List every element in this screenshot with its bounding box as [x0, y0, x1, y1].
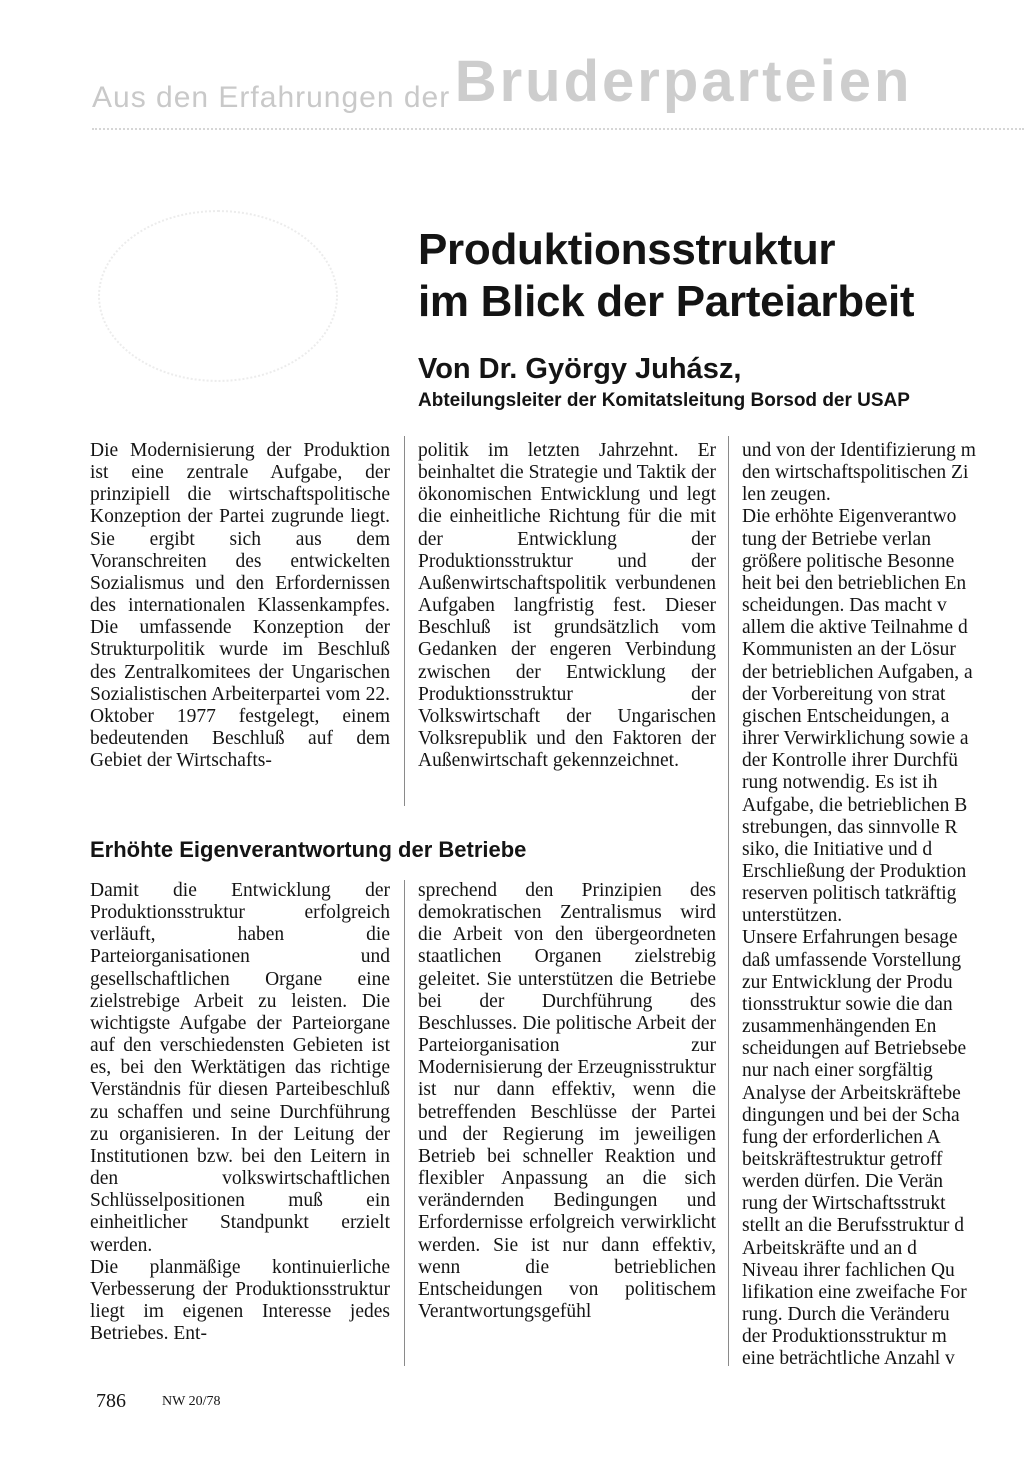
right-column-line: unterstützen.: [742, 905, 843, 927]
page-number: 786: [96, 1390, 126, 1412]
right-column-line: heit bei den betrieblichen En: [742, 572, 967, 594]
right-column-line: zur Entwicklung der Produ: [742, 971, 953, 993]
section2-col1-paragraph-2: Die planmäßige kontinuierliche Verbesserung der Produktionsstruktur liegt im eigenen Interesse jedes Betriebes. Ent-: [90, 1256, 390, 1345]
right-column-line: scheidungen auf Betriebsebe: [742, 1038, 967, 1060]
title-line-2: im Blick der Parteiarbeit: [418, 277, 915, 326]
right-column-line: ihrer Verwirklichung sowie a: [742, 728, 969, 750]
section1-col1-text: Die Modernisierung der Produktion ist eine zentrale Aufgabe, der prinzipiell die wirtschaftspolitische Konzeption der Partei zugrunde liegt. Sie ergibt sich aus dem Voranschreiten des entwickelten Sozialismus und den Erfordernissen des internationalen Klassenkampfes. Die umfassende Konzeption der Strukturpolitik wurde im Beschluß des Zentralkomitees der Ungarischen Sozialistischen Arbeiterpartei vom 22. Oktober 1977 festgelegt, einem bedeutenden Beschluß auf dem Gebiet der Wirtschafts-: [90, 440, 390, 772]
right-column-line: fung der erforderlichen A: [742, 1126, 941, 1148]
right-column-line: daß umfassende Vorstellung: [742, 949, 962, 971]
right-column-line: und von der Identifizierung m: [742, 440, 976, 461]
right-column-line: eine beträchtliche Anzahl v: [742, 1348, 955, 1370]
column-rule-lower-left: [404, 880, 405, 1366]
right-column-line: werden dürfen. Die Verän: [742, 1171, 944, 1193]
right-column-line: stellt an die Berufsstruktur d: [742, 1215, 965, 1237]
column-rule-upper-left: [404, 436, 405, 806]
section1-col2-text: politik im letzten Jahrzehnt. Er beinhaltet die Strategie und Taktik der ökonomischen Entwicklung und legt die einheitliche Richtung für die mit der Entwicklung der Produktionsstruktur und der Außenwirtschaftspolitik verbundenen Aufgaben langfristig fest. Dieser Beschluß ist grundsätzlich vom Gedanken der engeren Verbindung zwischen der Entwicklung der Produktionsstruktur der Volkswirtschaft der Ungarischen Volksrepublik und den Faktoren der Außenwirtschaft gekennzeichnet.: [418, 440, 716, 772]
right-column-line: der Vorbereitung von strat: [742, 683, 946, 705]
running-head-big: Bruderparteien: [454, 49, 913, 114]
right-column-line: scheidungen. Das macht v: [742, 595, 947, 617]
right-column-line: siko, die Initiative und d: [742, 838, 933, 860]
right-column-line: Kommunisten an der Lösur: [742, 639, 956, 661]
right-column-line: tionsstruktur sowie die dan: [742, 993, 953, 1015]
section-subheading: Erhöhte Eigenverantwortung der Betriebe: [90, 837, 527, 862]
right-column-line: tung der Betriebe verlan: [742, 528, 931, 550]
right-column-line: der Produktionsstruktur m: [742, 1326, 947, 1348]
right-column-truncated: [742, 440, 1024, 1371]
right-column-line: Niveau ihrer fachlichen Qu: [742, 1259, 955, 1281]
section2-column-1: [90, 880, 390, 1345]
right-column-line: len zeugen.: [742, 484, 831, 506]
right-column-line: der Kontrolle ihrer Durchfü: [742, 750, 959, 772]
section2-col2-text: sprechend den Prinzipien des demokratischen Zentralismus wird die Arbeit von den übergeordneten staatlichen Organen zielstrebig geleitet. Sie unterstützen die Betriebe bei der Durchführung des Beschlusses. Die politische Arbeit der Parteiorganisation zur Modernisierung der Erzeugnisstruktur ist nur dann effektiv, wenn die betreffenden Beschlüsse der Partei und der Regierung im jeweiligen Betrieb bei schneller Reaktion und flexibler Anpassung an die sich verändernden Bedingungen und Erfordernisse erfolgreich verwirklicht werden. Sie ist nur dann effektiv, wenn die betrieblichen Entscheidungen von politischem Verantwortungsgefühl: [418, 880, 716, 1322]
right-column-line: zusammenhängenden En: [742, 1016, 937, 1038]
right-column-line: Unsere Erfahrungen besage: [742, 927, 958, 949]
right-column-line: dingungen und bei der Scha: [742, 1104, 960, 1126]
right-column-line: strebungen, das sinnvolle R: [742, 816, 958, 838]
running-head-small: Aus den Erfahrungen der: [92, 81, 451, 114]
right-column-line: Aufgabe, die betrieblichen B: [742, 794, 968, 816]
running-head: [92, 48, 1024, 118]
column-rule-right: [728, 436, 729, 1366]
right-column-line: reserven politisch tatkräftig: [742, 883, 957, 905]
article-title: [418, 224, 1024, 328]
right-column-line: beitskräftestruktur getroff: [742, 1149, 943, 1170]
journal-issue: NW 20/78: [162, 1394, 221, 1409]
right-column-line: Analyse der Arbeitskräftebe: [742, 1082, 961, 1104]
right-column-line: größere politische Besonne: [742, 550, 955, 572]
right-column-line: Die erhöhte Eigenverantwo: [742, 506, 957, 528]
right-column-line: lifikation eine zweifache For: [742, 1281, 967, 1303]
section2-col1-paragraph-1: Damit die Entwicklung der Produktionsstruktur erfolgreich verläuft, haben die Parteiorganisationen und gesellschaftlichen Organe eine zielstrebige Arbeit zu leisten. Die wichtigste Aufgabe der Parteiorgane auf den verschiedensten Gebieten ist es, bei den Werktätigen das richtige Verständnis für diesen Parteibeschluß zu schaffen und seine Durchführung zu organisieren. In der Leitung der Institutionen bzw. bei den Leitern in den volkswirtschaftlichen Schlüsselpositionen muß ein einheitlicher Standpunkt erzielt werden.: [90, 880, 390, 1256]
author-name: Von Dr. György Juhász,: [418, 353, 742, 385]
right-column-line: rung der Wirtschaftsstrukt: [742, 1193, 946, 1215]
right-column-line: Erschließung der Produktion: [742, 860, 967, 882]
right-column-line: nur nach einer sorgfältig: [742, 1060, 933, 1082]
title-line-1: Produktionsstruktur: [418, 225, 836, 274]
author-role: Abteilungsleiter der Komitatsleitung Borsod der USAP: [418, 390, 910, 411]
right-column-line: den wirtschaftspolitischen Zi: [742, 462, 969, 484]
section1-column-2: [418, 440, 716, 772]
section1-column-1: [90, 440, 390, 772]
running-head-rule: [92, 128, 1024, 130]
right-column-line: gischen Entscheidungen, a: [742, 705, 950, 727]
right-column-line: Arbeitskräfte und an d: [742, 1237, 917, 1259]
right-column-line: allem die aktive Teilnahme d: [742, 617, 968, 639]
right-column-line: der betrieblichen Aufgaben, a: [742, 661, 973, 683]
right-column-line: rung notwendig. Es ist ih: [742, 772, 938, 794]
faint-seal-watermark: [98, 210, 338, 382]
section2-column-2: [418, 880, 716, 1323]
right-column-line: rung. Durch die Veränderu: [742, 1304, 950, 1326]
